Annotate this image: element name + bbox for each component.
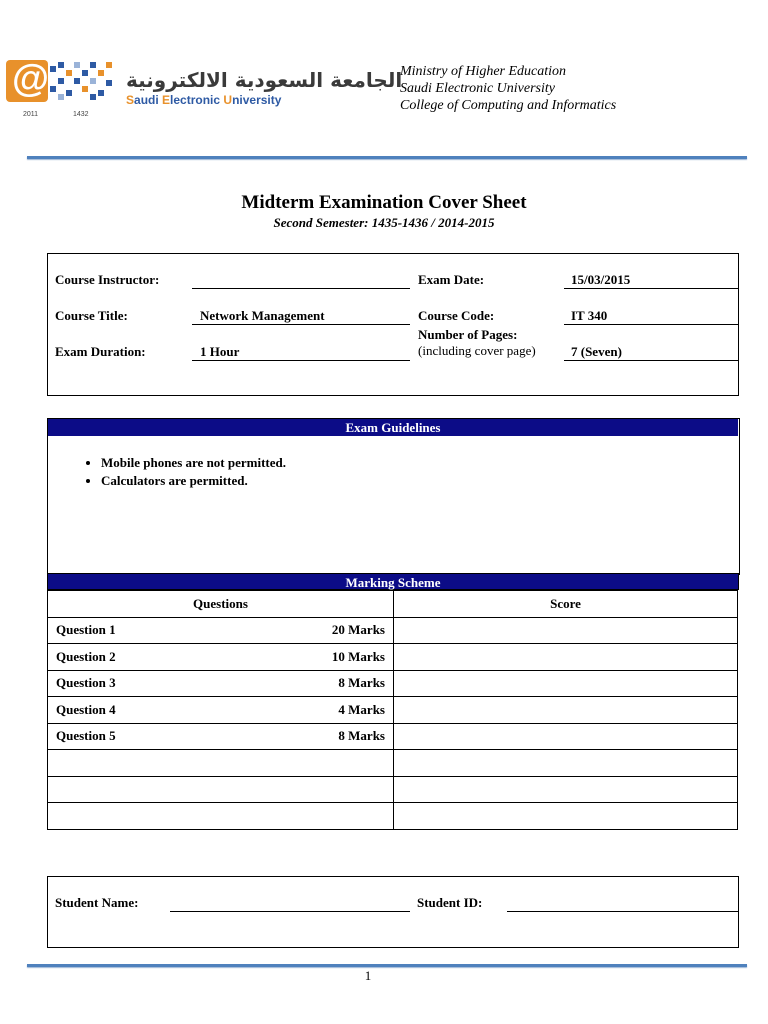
- instructor-label: Course Instructor:: [55, 272, 160, 287]
- question-cell: [48, 776, 394, 803]
- guideline-item: • Calculators are permitted.: [101, 472, 728, 490]
- page-title: Midterm Examination Cover Sheet: [241, 192, 527, 213]
- question-cell: Question 2 10 Marks: [48, 644, 394, 671]
- question-cell: Question 4 4 Marks: [48, 697, 394, 724]
- student-info-box: [47, 876, 739, 948]
- student-id-field[interactable]: [507, 911, 738, 912]
- score-cell[interactable]: [394, 750, 738, 777]
- exam-date-label: Exam Date:: [418, 272, 485, 287]
- pixel-pattern-icon: [50, 62, 116, 102]
- table-row: [48, 670, 738, 697]
- duration-label: Exam Duration:: [55, 344, 146, 359]
- university-line: Saudi Electronic University: [400, 81, 555, 96]
- score-cell[interactable]: [394, 723, 738, 750]
- student-id-label: Student ID:: [417, 895, 483, 910]
- table-row: [48, 617, 738, 644]
- score-cell[interactable]: [394, 776, 738, 803]
- table-row: [48, 750, 738, 777]
- score-cell[interactable]: [394, 670, 738, 697]
- ministry-line: Ministry of Higher Education: [400, 64, 567, 79]
- course-code-label: Course Code:: [418, 308, 495, 323]
- question-cell: Question 5 8 Marks: [48, 723, 394, 750]
- questions-header: Questions: [48, 591, 394, 618]
- exam-date-field[interactable]: [564, 288, 738, 289]
- at-logo-icon: @: [6, 60, 48, 102]
- marking-table: [47, 590, 738, 830]
- marking-header: Marking Scheme: [47, 573, 739, 590]
- question-cell: [48, 803, 394, 830]
- logo-year-hijri: 1432: [73, 111, 89, 118]
- score-header: Score: [394, 591, 738, 618]
- score-cell[interactable]: [394, 617, 738, 644]
- table-row: [48, 644, 738, 671]
- ministry-block: [400, 63, 616, 114]
- pages-value: 7 (Seven): [571, 344, 622, 359]
- page-subtitle: Second Semester: 1435-1436 / 2014-2015: [273, 215, 495, 230]
- score-cell[interactable]: [394, 697, 738, 724]
- course-title-label: Course Title:: [55, 308, 128, 323]
- course-code-value: IT 340: [571, 308, 608, 323]
- course-title-value: Network Management: [200, 308, 325, 323]
- question-cell: Question 1 20 Marks: [48, 617, 394, 644]
- exam-date-value: 15/03/2015: [571, 272, 631, 287]
- student-name-field[interactable]: [170, 911, 410, 912]
- page-number: 1: [364, 968, 372, 983]
- guidelines-header: Exam Guidelines: [48, 419, 738, 436]
- instructor-field[interactable]: [192, 288, 410, 289]
- college-line: College of Computing and Informatics: [400, 98, 617, 113]
- footer-rule: [27, 964, 747, 967]
- guidelines-box: [47, 418, 740, 575]
- course-title-field[interactable]: [192, 324, 410, 325]
- table-header-row: [48, 591, 738, 618]
- table-row: [48, 776, 738, 803]
- pages-field[interactable]: [564, 360, 738, 361]
- header-rule: [27, 156, 747, 159]
- pages-label: Number of Pages:: [418, 327, 518, 342]
- university-logo: [6, 58, 403, 122]
- duration-field[interactable]: [192, 360, 410, 361]
- guidelines-list: [48, 454, 728, 490]
- logo-year-gregorian: 2011: [23, 111, 39, 118]
- table-row: [48, 697, 738, 724]
- pages-sublabel: (including cover page): [418, 343, 536, 358]
- guideline-item: • Mobile phones are not permitted.: [101, 454, 728, 472]
- duration-value: 1 Hour: [200, 344, 240, 359]
- course-code-field[interactable]: [564, 324, 738, 325]
- student-name-label: Student Name:: [55, 895, 139, 910]
- question-cell: [48, 750, 394, 777]
- question-cell: Question 3 8 Marks: [48, 670, 394, 697]
- logo-english-name: Saudi Electronic University: [126, 93, 282, 107]
- score-cell[interactable]: [394, 644, 738, 671]
- table-row: [48, 803, 738, 830]
- logo-arabic-name: الجامعة السعودية الالكترونية: [126, 68, 403, 92]
- table-row: [48, 723, 738, 750]
- score-cell[interactable]: [394, 803, 738, 830]
